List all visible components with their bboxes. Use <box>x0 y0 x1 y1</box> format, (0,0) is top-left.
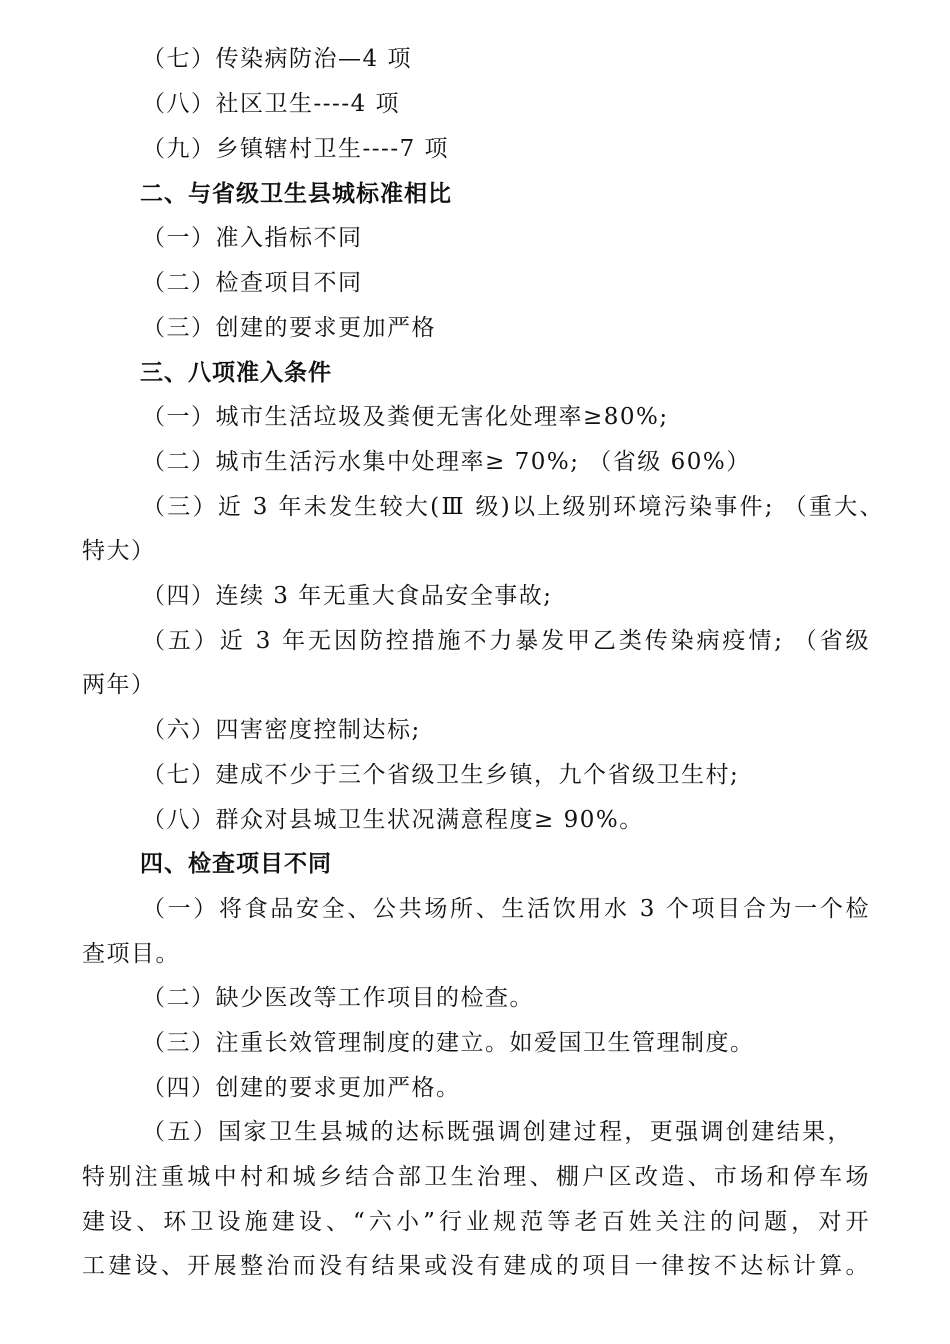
text-line: （七）建成不少于三个省级卫生乡镇，九个省级卫生村; <box>142 762 740 788</box>
text-line: （二）缺少医改等工作项目的检查。 <box>142 985 534 1011</box>
text-line: 特大） <box>82 538 156 564</box>
text-line: 查项目。 <box>82 941 180 967</box>
text-line: （三）注重长效管理制度的建立。如爱国卫生管理制度。 <box>142 1030 755 1056</box>
text-line: （八）社区卫生----4 项 <box>142 91 401 117</box>
text-line: （八）群众对县城卫生状况满意程度≥ 90%。 <box>142 807 644 833</box>
text-line: （四）创建的要求更加严格。 <box>142 1075 461 1101</box>
text-line: （三）创建的要求更加严格 <box>142 315 436 341</box>
text-line: （五）国家卫生县城的达标既强调创建过程，更强调创建结果， <box>142 1119 852 1145</box>
text-line: （三）近 3 年未发生较大(Ⅲ 级)以上级别环境污染事件; （重大、 <box>142 494 884 520</box>
text-line: （四）连续 3 年无重大食品安全事故; <box>142 583 553 609</box>
text-line: 两年） <box>82 672 156 698</box>
text-line: （二）城市生活污水集中处理率≥ 70%; （省级 60%） <box>142 449 751 475</box>
section-heading: 二、与省级卫生县城标准相比 <box>140 181 452 207</box>
text-line: （一）城市生活垃圾及粪便无害化处理率≥80%; <box>142 404 669 430</box>
text-line: （五）近 3 年无因防控措施不力暴发甲乙类传染病疫情; （省级 <box>142 628 870 654</box>
text-line: （二）检查项目不同 <box>142 270 363 296</box>
text-line: 特别注重城中村和城乡结合部卫生治理、棚户区改造、市场和停车场 <box>82 1164 870 1190</box>
text-line: （六）四害密度控制达标; <box>142 717 421 743</box>
text-line: （九）乡镇辖村卫生----7 项 <box>142 136 450 162</box>
text-line: （七）传染病防治—4 项 <box>142 46 412 72</box>
text-line: （一）准入指标不同 <box>142 225 363 251</box>
text-line: 建设、环卫设施建设、“六小”行业规范等老百姓关注的问题，对开 <box>82 1209 870 1235</box>
section-heading: 三、八项准入条件 <box>140 360 332 386</box>
section-heading: 四、检查项目不同 <box>140 851 332 877</box>
text-line: （一）将食品安全、公共场所、生活饮用水 3 个项目合为一个检 <box>142 896 870 922</box>
text-line: 工建设、开展整治而没有结果或没有建成的项目一律按不达标计算。 <box>82 1253 870 1279</box>
